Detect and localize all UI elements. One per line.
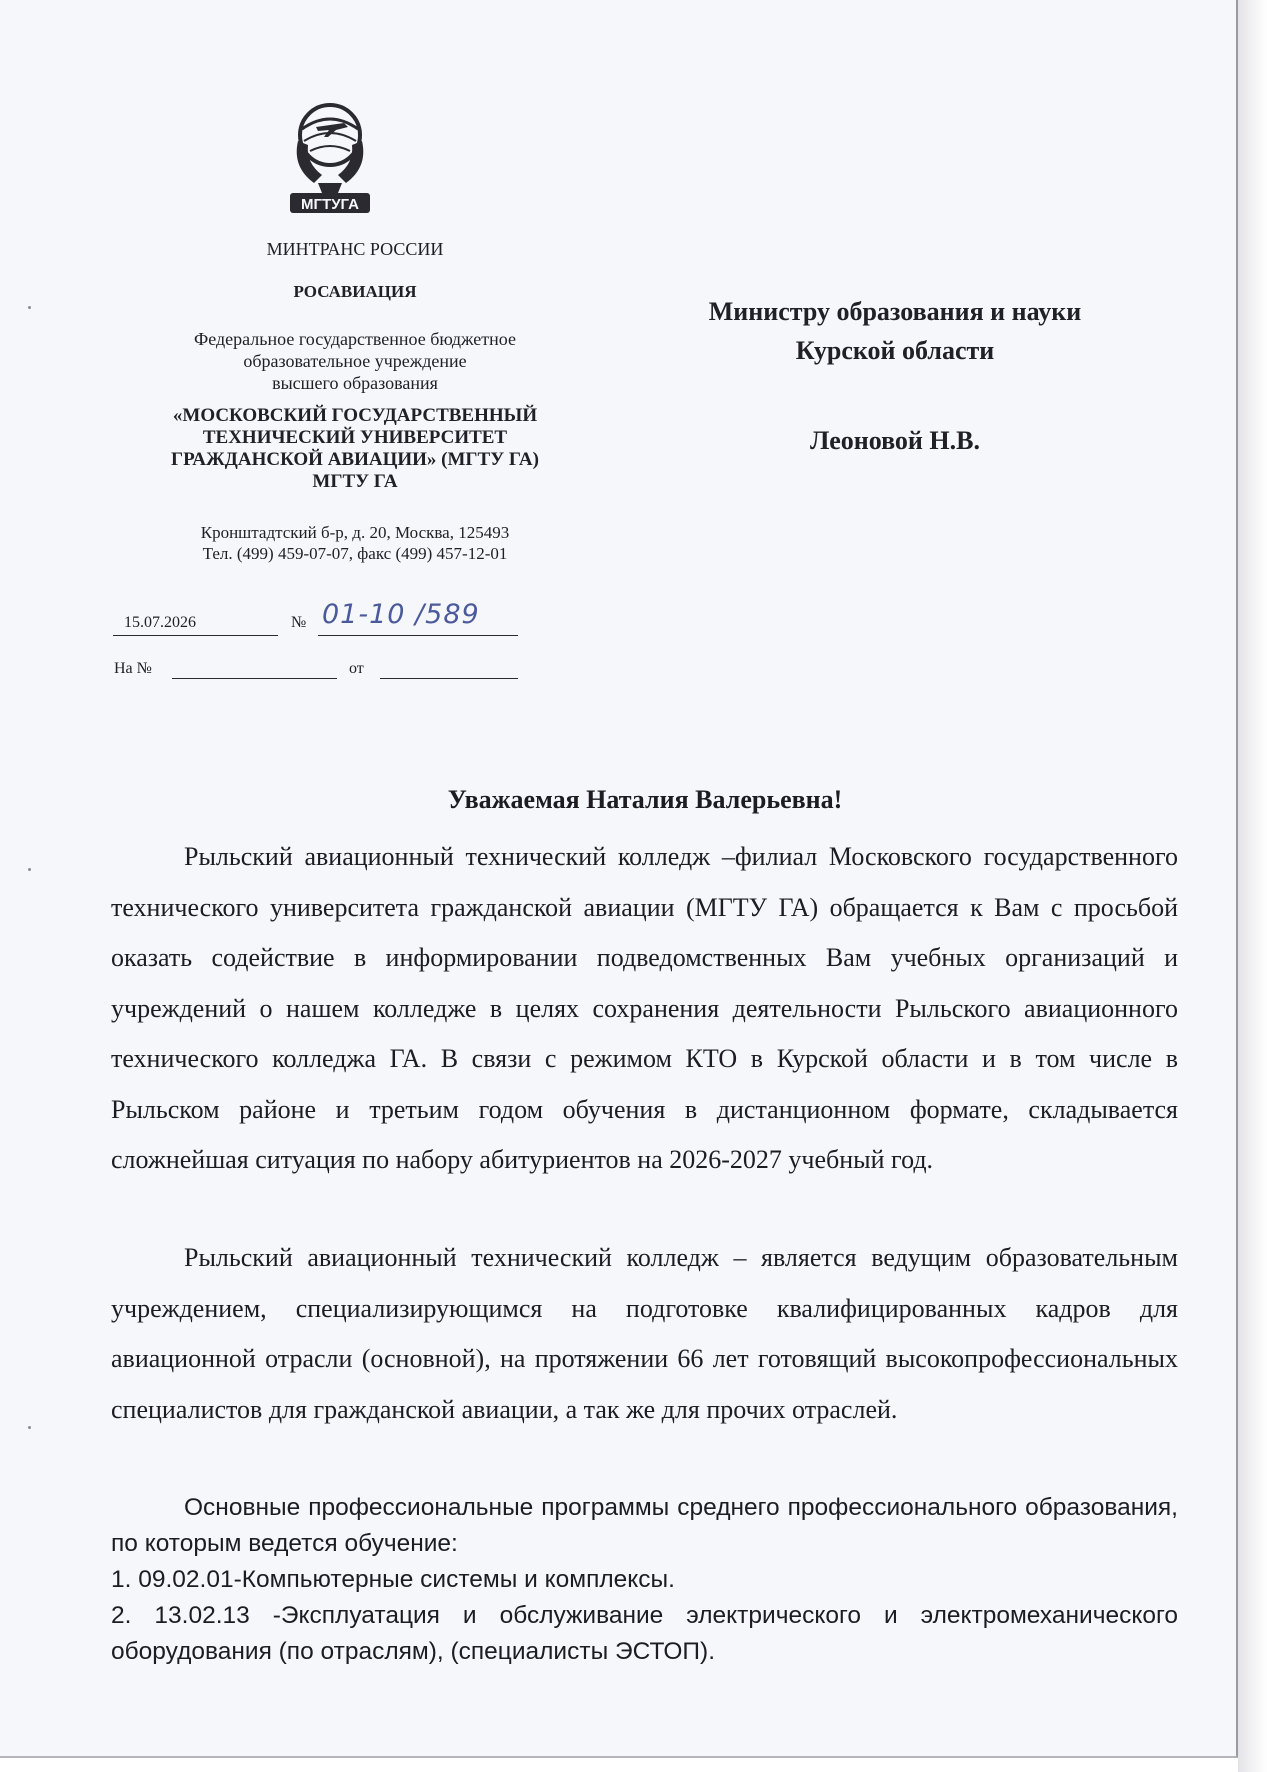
reply-from-underline <box>380 678 518 679</box>
addressee-name: Леоновой Н.В. <box>810 426 980 455</box>
university-address <box>110 522 600 564</box>
scan-speck <box>28 868 31 871</box>
reply-from-label: от <box>349 660 364 677</box>
addressee-title: Министру образования и науки <box>708 297 1082 326</box>
university-emblem-logo <box>284 97 376 215</box>
institution-type-line: образовательное учреждение <box>243 351 467 371</box>
university-name-line: ГРАЖДАНСКОЙ АВИАЦИИ» (МГТУ ГА) <box>171 449 539 470</box>
programs-section <box>111 1490 1178 1670</box>
scan-edge <box>1238 0 1267 1772</box>
greeting: Уважаемая Наталия Валерьевна! <box>447 785 843 814</box>
svg-text:МГТУГА: МГТУГА <box>301 196 359 213</box>
ministry-name: МИНТРАНС РОССИИ <box>266 239 444 259</box>
outgoing-date: 15.07.2026 <box>124 614 196 631</box>
reply-to-number-label: На № <box>114 660 152 677</box>
university-name <box>110 405 600 493</box>
body-paragraph-1: Рыльский авиационный технический колледж –филиал Московского государственного технического университета гражданской авиации (МГТУ ГА) обращается к Вам с просьбой оказать содействие в информировании подведомственных Вам учебных организаций и учреждений о нашем колледже в целях сохранения деятельности Рыльского авиационного технического колледжа ГА. В связи с режимом КТО в Курской области и в том числе в Рыльском районе и третьим годом обучения в дистанционном формате, складывается сложнейшая ситуация по набору абитуриентов на 2026-2027 учебный год. <box>111 842 1178 1174</box>
program-list-item: 2. 13.02.13 -Эксплуатация и обслуживание электрического и электромеханического оборудования (по отраслям), (специалисты ЭСТОП). <box>111 1602 1178 1665</box>
number-underline <box>318 635 518 636</box>
scan-speck <box>28 1426 31 1429</box>
date-underline <box>113 635 278 636</box>
program-list-item: 1. 09.02.01-Компьютерные системы и комплексы. <box>111 1566 675 1593</box>
number-label: № <box>291 614 307 631</box>
agency-name: РОСАВИАЦИЯ <box>293 282 417 301</box>
university-name-line: МГТУ ГА <box>312 471 398 492</box>
address-line: Кронштадтский б-р, д. 20, Москва, 125493 <box>200 523 510 542</box>
body-paragraph-2: Рыльский авиационный технический колледж – является ведущим образовательным учреждением, специализирующимся на подготовке квалифицированных кадров для авиационной отрасли (основной), на протяжении 66 лет готовящий высокопрофессиональных специалистов для гражданской авиации, а так же для прочих отраслей. <box>111 1243 1178 1424</box>
university-name-line: ТЕХНИЧЕСКИЙ УНИВЕРСИТЕТ <box>202 427 508 448</box>
university-name-line: «МОСКОВСКИЙ ГОСУДАРСТВЕННЫЙ <box>172 405 538 426</box>
reply-number-underline <box>172 678 337 679</box>
institution-type <box>110 328 600 394</box>
address-line: Тел. (499) 459-07-07, факс (499) 457-12-01 <box>202 544 508 563</box>
institution-type-line: высшего образования <box>272 373 438 393</box>
scan-speck <box>28 306 31 309</box>
programs-intro: Основные профессиональные программы среднего профессионального образования, по которым ведется обучение: <box>111 1494 1178 1557</box>
addressee-region: Курской области <box>795 336 995 365</box>
handwritten-registration-number: 01-10 /589 <box>322 599 480 630</box>
institution-type-line: Федеральное государственное бюджетное <box>194 329 516 349</box>
